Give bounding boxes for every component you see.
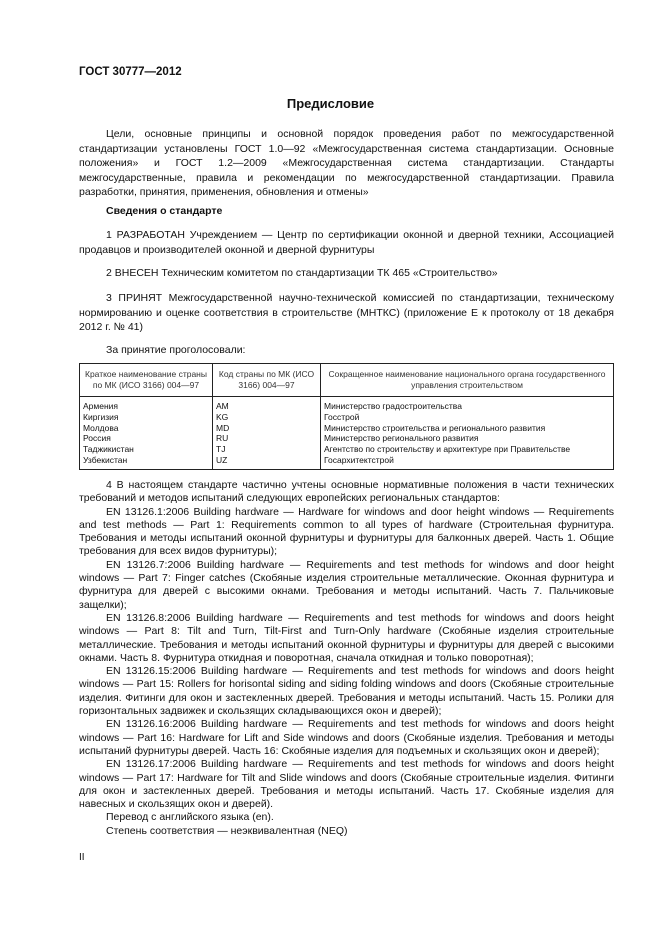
en-standard-item: EN 13126.16:2006 Building hardware — Requirements and test methods for windows and doors height windows — Part 16: Hardware for Lift and Side windows and doors (Скобяные изделия. Требования и методы испытаний фурнитуры дверей. Часть 16: Скобяные изделия для подъемных и скользящих окон и дверей); [79, 718, 614, 757]
table-row [80, 433, 614, 444]
en-standard-item: EN 13126.1:2006 Building hardware — Hardware for windows and door height windows — Requirements and test methods — Part 1: Requirements common to all types of hardware (Строительная фурнитура. Требования и методы испытаний оконной фурнитуры и фурнитуры для балконных дверей. Часть 1. Общие требования для всех видов фурнитуры); [79, 505, 614, 558]
table-cell-authority: Министерство строительства и регионального развития [321, 423, 614, 434]
table-header-code: Код страны по МК (ИСО 3166) 004—97 [213, 364, 321, 397]
conformity-note: Степень соответствия — неэквивалентная (NEQ) [106, 824, 348, 837]
table-cell-code: UZ [213, 455, 321, 469]
table-row [80, 412, 614, 423]
page-number: II [79, 852, 85, 863]
table-cell-code: RU [213, 433, 321, 444]
document-code: ГОСТ 30777—2012 [79, 66, 182, 78]
item-3-paragraph: 3 ПРИНЯТ Межгосударственной научно-технической комиссией по стандартизации, техническому нормированию и оценке соответствия в строительстве (МНТКС) (приложение Е к протоколу от 18 декабря 2012 г. № 41) [79, 292, 614, 334]
table-cell-code: TJ [213, 444, 321, 455]
table-cell-authority: Госархитектстрой [321, 455, 614, 469]
vote-label: За принятие проголосовали: [106, 344, 246, 356]
item-1-paragraph: 1 РАЗРАБОТАН Учреждением — Центр по сертификации оконной и дверной техники, Ассоциацией продавцов и производителей оконной и дверной фурнитуры [79, 229, 614, 256]
table-row [80, 444, 614, 455]
en-standard-item: EN 13126.7:2006 Building hardware — Requirements and test methods for windows and door height windows — Part 7: Finger catches (Скобяные изделия строительные металлические. Оконная фурнитура и фурнитура для дверей с высокими окнами. Требования и методы испытаний. Часть 7. Пальчиковые защелки); [79, 558, 614, 611]
table-cell-authority: Министерство градостроительства [321, 397, 614, 412]
section-heading: Сведения о стандарте [106, 205, 223, 217]
table-header-country: Краткое наименование страны по МК (ИСО 3166) 004—97 [80, 364, 213, 397]
table-row [80, 397, 614, 412]
table-cell-authority: Министерство регионального развития [321, 433, 614, 444]
table-cell-code: AM [213, 397, 321, 412]
en-standard-item: EN 13126.17:2006 Building hardware — Requirements and test methods for windows and doors height windows — Part 17: Hardware for Tilt and Slide windows and doors (Скобяные строительные изделия. Фитинги для окон и застекленных дверей. Требования и методы испытаний. Часть 17. Скобяные изделия для навесных и скользящих окон и дверей). [79, 758, 614, 811]
voting-table [79, 363, 614, 470]
item-2-paragraph: 2 ВНЕСЕН Техническим комитетом по стандартизации ТК 465 «Строительство» [106, 267, 498, 279]
translation-note: Перевод с английского языка (en). [106, 811, 274, 824]
table-header-row [80, 364, 614, 397]
table-cell-country: Молдова [80, 423, 213, 434]
table-cell-code: MD [213, 423, 321, 434]
table-cell-country: Таджикистан [80, 444, 213, 455]
table-cell-authority: Агентство по строительству и архитектуре при Правительстве [321, 444, 614, 455]
table-cell-code: KG [213, 412, 321, 423]
item-4-paragraph: 4 В настоящем стандарте частично учтены основные нормативные положения в части технических требований и методов испытаний следующих европейских региональных стандартов: [79, 479, 614, 505]
table-row [80, 455, 614, 469]
table-header-authority: Сокращенное наименование национального органа государственного управления строительством [321, 364, 614, 397]
intro-paragraph: Цели, основные принципы и основной порядок проведения работ по межгосударственной стандартизации установлены ГОСТ 1.0—92 «Межгосударственная система стандартизации. Основные положения» и ГОСТ 1.2—2009 «Межгосударственная система стандартизации. Стандарты межгосударственные, правила и рекомендации по межгосударственной стандартизации. Правила разработки, принятия, применения, обновления и отмены» [79, 128, 614, 199]
page-title: Предисловие [286, 96, 375, 111]
table-row [80, 423, 614, 434]
table-cell-country: Армения [80, 397, 213, 412]
table-cell-authority: Госстрой [321, 412, 614, 423]
table-cell-country: Россия [80, 433, 213, 444]
table-cell-country: Киргизия [80, 412, 213, 423]
en-standard-item: EN 13126.8:2006 Building hardware — Requirements and test methods for windows and doors height windows — Part 8: Tilt and Turn, Tilt-First and Turn-Only hardware (Скобяные изделия строительные металлические. Требования и методы испытаний оконной фурнитуры и фурнитуры для дверей с высокими окнами. Часть 8. Фурнитура откидная и поворотная, сначала откидная и только поворотная); [79, 611, 614, 664]
table-cell-country: Узбекистан [80, 455, 213, 469]
standards-section [79, 479, 614, 838]
en-standard-item: EN 13126.15:2006 Building hardware — Requirements and test methods for windows and doors height windows — Part 15: Rollers for horisontal siding and siding folding windows and doors (Скобяные строительные изделия. Фитинги для окон и застекленных дверей. Требования и методы испытаний. Часть 15. Ролики для горизонтальных задвижек и скользящих складывающихся окон и дверей); [79, 665, 614, 718]
